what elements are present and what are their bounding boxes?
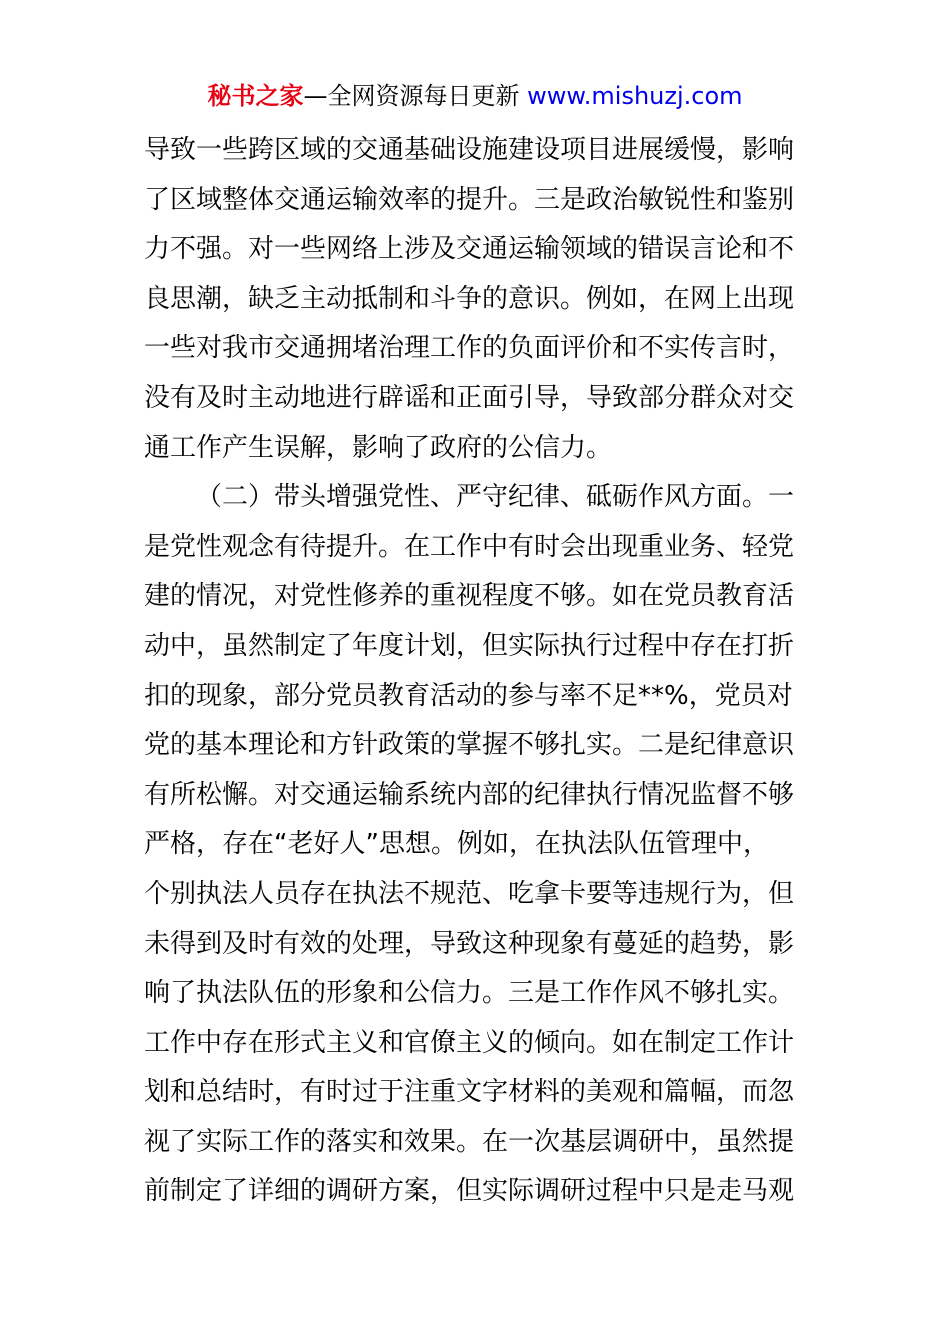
document-body — [144, 126, 808, 1217]
text-line: 力不强。对一些网络上涉及交通运输领域的错误言论和不 — [144, 234, 795, 265]
text-line: 通工作产生误解，影响了政府的公信力。 — [144, 432, 613, 463]
text-line: 一些对我市交通拥堵治理工作的负面评价和不实传言时， — [144, 333, 795, 364]
text-line: 划和总结时，有时过于注重文字材料的美观和篇幅，而忽 — [144, 1077, 795, 1108]
site-brand: 秘书之家 — [207, 82, 304, 110]
text-line: 良思潮，缺乏主动抵制和斗争的意识。例如，在网上出现 — [144, 283, 795, 314]
text-line: 党的基本理论和方针政策的掌握不够扎实。二是纪律意识 — [144, 730, 795, 761]
text-line: 是党性观念有待提升。在工作中有时会出现重业务、轻党 — [144, 531, 795, 562]
text-line: 建的情况，对党性修养的重视程度不够。如在党员教育活 — [144, 581, 795, 612]
text-line: 严格，存在“老好人”思想。例如，在执法队伍管理中， — [144, 829, 769, 860]
text-line: 个别执法人员存在执法不规范、吃拿卡要等违规行为，但 — [144, 878, 795, 909]
site-slogan: —全网资源每日更新 — [303, 82, 520, 110]
text-line: 导致一些跨区域的交通基础设施建设项目进展缓慢，影响 — [144, 135, 795, 165]
text-line: 扣的现象，部分党员教育活动的参与率不足**%，党员对 — [144, 680, 793, 711]
text-line: 前制定了详细的调研方案，但实际调研过程中只是走马观 — [144, 1176, 795, 1207]
text-line: 未得到及时有效的处理，导致这种现象有蔓延的趋势，影 — [144, 928, 795, 959]
text-line: 工作中存在形式主义和官僚主义的倾向。如在制定工作计 — [144, 1027, 795, 1058]
text-line: 没有及时主动地进行辟谣和正面引导，导致部分群众对交 — [144, 382, 795, 413]
text-line: 响了执法队伍的形象和公信力。三是工作作风不够扎实。 — [144, 978, 795, 1009]
site-url-link[interactable]: www.mishuzj.com — [527, 82, 743, 110]
site-header — [0, 80, 950, 112]
text-line: 动中，虽然制定了年度计划，但实际执行过程中存在打折 — [144, 630, 795, 661]
section-heading-line: （二）带头增强党性、严守纪律、砥砺作风方面。一 — [196, 482, 795, 513]
text-line: 有所松懈。对交通运输系统内部的纪律执行情况监督不够 — [144, 779, 795, 810]
text-line: 视了实际工作的落实和效果。在一次基层调研中，虽然提 — [144, 1126, 795, 1157]
text-line: 了区域整体交通运输效率的提升。三是政治敏锐性和鉴别 — [144, 184, 795, 215]
